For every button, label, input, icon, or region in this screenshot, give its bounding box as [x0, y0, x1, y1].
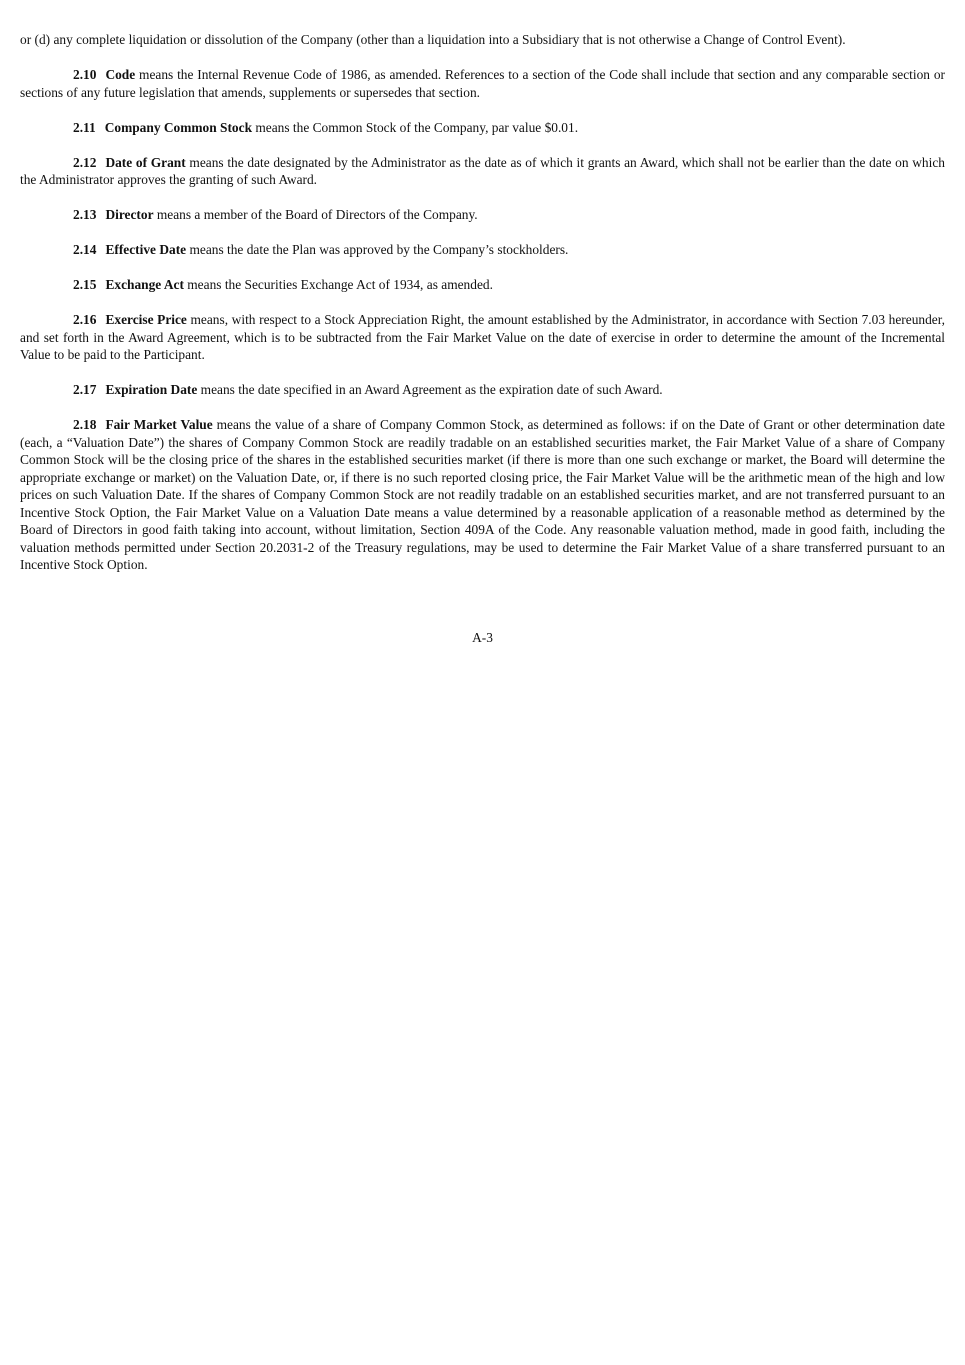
section-2-15: [20, 276, 945, 294]
definition-text: means a member of the Board of Directors of the Company.: [153, 207, 478, 222]
section-2-12: [20, 154, 945, 189]
section-2-13: [20, 206, 945, 224]
section-number: 2.10: [73, 67, 97, 82]
defined-term: Company Common Stock: [104, 119, 253, 135]
section-number: 2.18: [73, 417, 97, 432]
section-2-10: [20, 66, 945, 101]
section-2-17: [20, 381, 945, 399]
defined-term: Fair Market Value: [105, 417, 213, 432]
defined-term: Director: [105, 207, 154, 222]
definition-text: means the Internal Revenue Code of 1986, as amended. References to a section of the Code shall include that section and any comparable section or sections of any future legislation that amends, supplements or supersedes that section.: [20, 67, 945, 100]
document-page: [20, 31, 945, 591]
section-2-14: [20, 241, 945, 259]
section-2-11: [20, 119, 945, 137]
definition-text: means the date the Plan was approved by the Company’s stockholders.: [186, 242, 569, 257]
section-2-18: [20, 416, 945, 574]
definition-text: means the value of a share of Company Common Stock, as determined as follows: if on the Date of Grant or other determination date (each, a “Valuation Date”) the shares of Company Common Stock are readily tradable on an established securities market, the Fair Market Value of a share of Company Common Stock will be the closing price of the shares in the established securities market (if there is more than one such exchange or market, the Board will determine the appropriate exchange or market) on the Valuation Date, or, if there is no such reported closing price, the Fair Market Value will be the arithmetic mean of the high and low prices on such Valuation Date. If the shares of Company Common Stock are not readily tradable on an established securities market, and are not transferred pursuant to an Incentive Stock Option, the Fair Market Value on a Valuation Date means a value determined by a reasonable application of a reasonable method as determined by the Board of Directors in good faith taking into account, without limitation, Section 409A of the Code. Any reasonable valuation method, made in good faith, including the valuation methods permitted under Section 20.2031-2 of the Treasury regulations, may be used to determine the Fair Market Value of a share transferred pursuant to an Incentive Stock Option.: [20, 417, 945, 572]
section-number: 2.13: [73, 207, 97, 222]
section-number: 2.15: [73, 277, 97, 292]
definition-text: means the date designated by the Administrator as the date as of which it grants an Award, which shall not be earlier than the date on which the Administrator approves the granting of such Award.: [20, 154, 945, 187]
defined-term: Exchange Act: [105, 277, 184, 292]
defined-term: Exercise Price: [105, 312, 187, 327]
definition-text: means the Securities Exchange Act of 1934, as amended.: [183, 277, 493, 292]
definition-text: means, with respect to a Stock Appreciation Right, the amount established by the Administrator, in accordance with Section 7.03 hereunder, and set forth in the Award Agreement, which is to be subtracted from the Fair Market Value on the date of exercise in order to determine the amount of the Incremental Value to be paid to the Participant.: [20, 312, 945, 362]
definition-text: means the Common Stock of the Company, par value $0.01.: [252, 119, 579, 135]
section-number: 2.17: [73, 382, 97, 397]
section-number: 2.12: [73, 154, 97, 170]
definition-text: means the date specified in an Award Agreement as the expiration date of such Award.: [197, 382, 663, 397]
section-number: 2.11: [73, 119, 96, 135]
section-number: 2.14: [73, 242, 97, 257]
defined-term: Code: [105, 67, 136, 82]
page-number: A-3: [472, 630, 493, 645]
defined-term: Effective Date: [105, 242, 187, 257]
section-2-16: [20, 311, 945, 364]
lead-paragraph: or (d) any complete liquidation or dissolution of the Company (other than a liquidation into a Subsidiary that is not otherwise a Change of Control Event).: [20, 32, 846, 47]
defined-term: Date of Grant: [105, 154, 186, 170]
section-number: 2.16: [73, 312, 97, 327]
defined-term: Expiration Date: [105, 382, 198, 397]
